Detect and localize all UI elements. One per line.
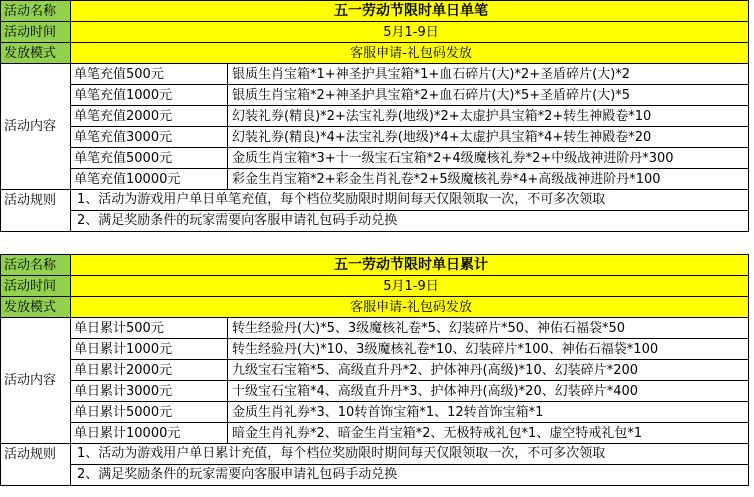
- tier-cell[interactable]: 单笔充值500元: [71, 64, 228, 85]
- reward-cell[interactable]: 金质生肖礼券*3、10转首饰宝箱*1、12转首饰宝箱*1: [228, 402, 749, 423]
- reward-cell[interactable]: 银质生肖宝箱*2+神圣护具宝箱*2+血石碎片(大)*5+圣盾碎片(大)*5: [228, 85, 749, 106]
- event-name-row: [1, 255, 749, 276]
- table-row: [1, 85, 749, 106]
- tier-cell[interactable]: 单日累计500元: [71, 318, 228, 339]
- event-table-single-payment: [0, 0, 749, 232]
- table-row: [1, 64, 749, 85]
- rules-row: [1, 190, 749, 211]
- event-name-row: [1, 1, 749, 22]
- tier-cell[interactable]: 单笔充值1000元: [71, 85, 228, 106]
- event-mode-row: [1, 43, 749, 64]
- event-time-label[interactable]: 活动时间: [1, 276, 71, 297]
- rule-line[interactable]: 2、满足奖励条件的玩家需要向客服申请礼包码手动兑换: [71, 465, 749, 486]
- event-rules-label[interactable]: 活动规则: [1, 190, 71, 232]
- table-row: [1, 169, 749, 190]
- tier-cell[interactable]: 单笔充值3000元: [71, 127, 228, 148]
- table-row: [1, 127, 749, 148]
- rule-line[interactable]: 1、活动为游戏用户单日累计充值，每个档位奖励限时期间每天仅限领取一次，不可多次领取: [71, 444, 749, 465]
- event-mode-value[interactable]: 客服申请-礼包码发放: [71, 297, 749, 318]
- table-row: [1, 423, 749, 444]
- event-time-value[interactable]: 5月1-9日: [71, 22, 749, 43]
- reward-cell[interactable]: 幻装礼券(精良)*4+法宝礼券(地级)*4+太虚护具宝箱*4+转生神殿卷*20: [228, 127, 749, 148]
- table-row: [1, 148, 749, 169]
- tier-cell[interactable]: 单笔充值5000元: [71, 148, 228, 169]
- rules-row: [1, 444, 749, 465]
- event-title[interactable]: 五一劳动节限时单日单笔: [71, 1, 749, 22]
- event-mode-label[interactable]: 发放模式: [1, 43, 71, 64]
- tier-cell[interactable]: 单笔充值2000元: [71, 106, 228, 127]
- event-mode-label[interactable]: 发放模式: [1, 297, 71, 318]
- reward-cell[interactable]: 转生经验丹(大)*10、3级魔核礼卷*10、幻装碎片*100、神佑石福袋*100: [228, 339, 749, 360]
- tier-cell[interactable]: 单日累计1000元: [71, 339, 228, 360]
- reward-cell[interactable]: 幻装礼券(精良)*2+法宝礼券(地级)*2+太虚护具宝箱*2+转生神殿卷*10: [228, 106, 749, 127]
- event-name-label[interactable]: 活动名称: [1, 255, 71, 276]
- tier-cell[interactable]: 单日累计3000元: [71, 381, 228, 402]
- table-row: [1, 402, 749, 423]
- rules-row: [1, 211, 749, 232]
- reward-cell[interactable]: 银质生肖宝箱*1+神圣护具宝箱*1+血石碎片(大)*2+圣盾碎片(大)*2: [228, 64, 749, 85]
- tier-cell[interactable]: 单日累计2000元: [71, 360, 228, 381]
- event-table-daily-cumulative: [0, 254, 749, 486]
- event-content-label[interactable]: 活动内容: [1, 64, 71, 190]
- tier-cell[interactable]: 单日累计5000元: [71, 402, 228, 423]
- event-name-label[interactable]: 活动名称: [1, 1, 71, 22]
- event-mode-value[interactable]: 客服申请-礼包码发放: [71, 43, 749, 64]
- reward-cell[interactable]: 金质生肖宝箱*3+十一级宝石宝箱*2+4级魔核礼券*2+中级战神进阶丹*300: [228, 148, 749, 169]
- table-row: [1, 318, 749, 339]
- reward-cell[interactable]: 九级宝石宝箱*5、高级直升丹*2、护体神丹(高级)*10、幻装碎片*200: [228, 360, 749, 381]
- event-title[interactable]: 五一劳动节限时单日累计: [71, 255, 749, 276]
- rules-row: [1, 465, 749, 486]
- rule-line[interactable]: 1、活动为游戏用户单日单笔充值，每个档位奖励限时期间每天仅限领取一次，不可多次领取: [71, 190, 749, 211]
- tier-cell[interactable]: 单日累计10000元: [71, 423, 228, 444]
- event-time-row: [1, 276, 749, 297]
- reward-cell[interactable]: 十级宝石宝箱*4、高级直升丹*3、护体神丹(高级)*20、幻装碎片*400: [228, 381, 749, 402]
- event-time-value[interactable]: 5月1-9日: [71, 276, 749, 297]
- table-row: [1, 381, 749, 402]
- event-time-label[interactable]: 活动时间: [1, 22, 71, 43]
- reward-cell[interactable]: 暗金生肖礼券*2、暗金生肖宝箱*2、无极特戒礼包*1、虚空特戒礼包*1: [228, 423, 749, 444]
- event-content-label[interactable]: 活动内容: [1, 318, 71, 444]
- event-mode-row: [1, 297, 749, 318]
- reward-cell[interactable]: 转生经验丹(大)*5、3级魔核礼卷*5、幻装碎片*50、神佑石福袋*50: [228, 318, 749, 339]
- table-row: [1, 106, 749, 127]
- table-row: [1, 339, 749, 360]
- event-time-row: [1, 22, 749, 43]
- rule-line[interactable]: 2、满足奖励条件的玩家需要向客服申请礼包码手动兑换: [71, 211, 749, 232]
- reward-cell[interactable]: 彩金生肖宝箱*2+彩金生肖礼卷*2+5级魔核礼券*4+高级战神进阶丹*100: [228, 169, 749, 190]
- table-row: [1, 360, 749, 381]
- event-rules-label[interactable]: 活动规则: [1, 444, 71, 486]
- tier-cell[interactable]: 单笔充值10000元: [71, 169, 228, 190]
